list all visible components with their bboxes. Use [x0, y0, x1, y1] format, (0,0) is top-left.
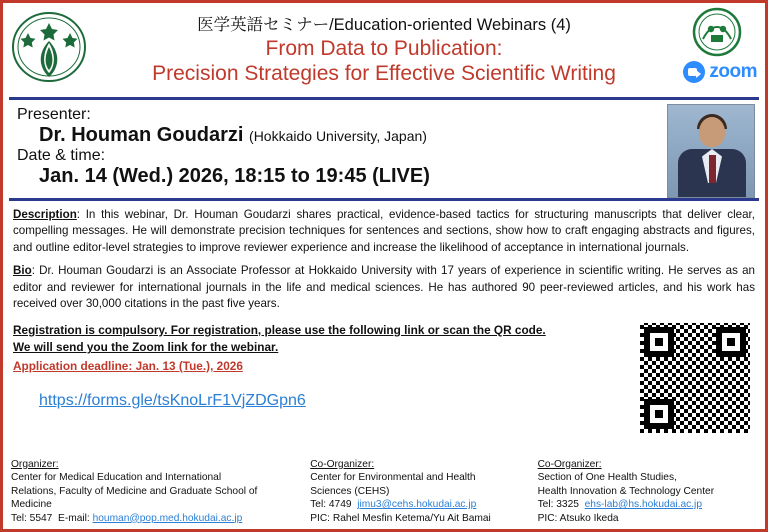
registration-line-2: We will send you the Zoom link for the webinar. — [13, 340, 279, 355]
one-health-seal-icon — [681, 7, 753, 57]
poster-header — [3, 3, 765, 95]
organizer-email[interactable]: houman@pop.med.hokudai.ac.jp — [92, 512, 243, 524]
registration-form-link[interactable]: https://forms.gle/tsKnoLrF1VjZDGpn6 — [39, 391, 306, 409]
co-organizer-1-tel: Tel: 4749 — [310, 499, 352, 511]
co-organizer-1-role: Co-Organizer: — [310, 458, 375, 470]
presenter-photo — [667, 104, 755, 198]
co-organizer-1-contact-row — [310, 498, 529, 511]
organizer-block — [11, 458, 310, 525]
photo-tie — [709, 155, 716, 183]
co-organizer-1-pic: PIC: Rahel Mesfin Ketema/Yu Ait Bamai — [310, 512, 491, 524]
co-organizer-2-email[interactable]: ehs-lab@hs.hokudai.ac.jp — [584, 499, 702, 511]
registration-section — [3, 320, 765, 440]
registration-qr-code[interactable] — [637, 320, 753, 436]
zoom-label: zoom — [709, 61, 757, 82]
organizer-role: Organizer: — [11, 458, 59, 470]
co-organizer-2-tel: Tel: 3325 — [537, 499, 579, 511]
organizer-tel: Tel: 5547 — [11, 512, 53, 524]
organizer-contact-row — [11, 512, 302, 525]
bio-label: Bio — [13, 264, 32, 278]
organizer-email-label: E-mail: — [58, 512, 90, 524]
co-organizer-2-line-2: Health Innovation & Technology Center — [537, 485, 715, 497]
zoom-logo — [683, 61, 757, 83]
presenter-name-row — [17, 124, 753, 147]
hokkaido-university-crest-icon — [11, 11, 87, 83]
qr-finder-bottom-left — [644, 399, 674, 429]
zoom-camera-icon — [683, 61, 705, 83]
co-organizer-1-email[interactable]: jimu3@cehs.hokudai.ac.jp — [357, 499, 477, 511]
co-organizer-2-block — [538, 458, 757, 525]
poster-footer — [3, 458, 765, 529]
co-organizer-2-line-1: Section of One Health Studies, — [537, 472, 677, 484]
co-organizer-2-contact-row — [538, 498, 749, 511]
bio-paragraph — [13, 263, 755, 312]
application-deadline: Application deadline: Jan. 13 (Tue.), 2026 — [13, 359, 243, 374]
description-label: Description — [13, 208, 77, 221]
qr-finder-top-left — [644, 327, 674, 357]
photo-head — [699, 117, 725, 147]
organizer-line-3: Medicine — [11, 499, 52, 511]
organizer-line-2: Relations, Faculty of Medicine and Graduate School of — [11, 485, 258, 497]
organizer-line-1: Center for Medical Education and International — [11, 472, 222, 484]
bio-text: : Dr. Houman Goudarzi is an Associate Professor at Hokkaido University with 17 years of experience in scientific writing. He serves as an editor and reviewer for international journals in the life and medical sciences. He has authored 90 peer-reviewed articles, and his work has received over 30,000 citations in the past five years. — [13, 264, 755, 311]
presenter-affiliation: (Hokkaido University, Japan) — [249, 128, 427, 144]
poster-title-line1: From Data to Publication: — [265, 37, 503, 60]
description-paragraph — [13, 207, 755, 256]
poster-body — [3, 201, 765, 313]
co-organizer-1-line-1: Center for Environmental and Health — [310, 472, 476, 484]
datetime-value: Jan. 14 (Wed.) 2026, 18:15 to 19:45 (LIVE) — [39, 165, 430, 187]
datetime-label: Date & time: — [17, 147, 106, 164]
presenter-band — [9, 97, 759, 201]
webinar-series-title: 医学英語セミナー/Education-oriented Webinars (4) — [197, 16, 571, 34]
co-organizer-2-role: Co-Organizer: — [537, 458, 602, 470]
registration-line-1: Registration is compulsory. For registration, please use the following link or scan the QR code. — [13, 322, 546, 337]
poster-title-line2: Precision Strategies for Effective Scientific Writing — [152, 61, 616, 85]
co-organizer-1-block — [310, 458, 537, 525]
qr-finder-top-right — [716, 327, 746, 357]
co-organizer-1-line-2: Sciences (CEHS) — [310, 485, 390, 497]
co-organizer-2-pic: PIC: Atsuko Ikeda — [537, 512, 619, 524]
presenter-label: Presenter: — [17, 106, 91, 123]
description-text: : In this webinar, Dr. Houman Goudarzi shares practical, evidence-based tactics for structuring manuscripts that deliver clear, compelling messages. He will demonstrate precision techniques for sentences and sections, show how to craft engaging abstracts and figures, and outline editor-level strategies to improve reviewer experience and increase the likelihood of acceptance in international journals. — [13, 208, 755, 254]
presenter-name: Dr. Houman Goudarzi — [39, 124, 244, 146]
